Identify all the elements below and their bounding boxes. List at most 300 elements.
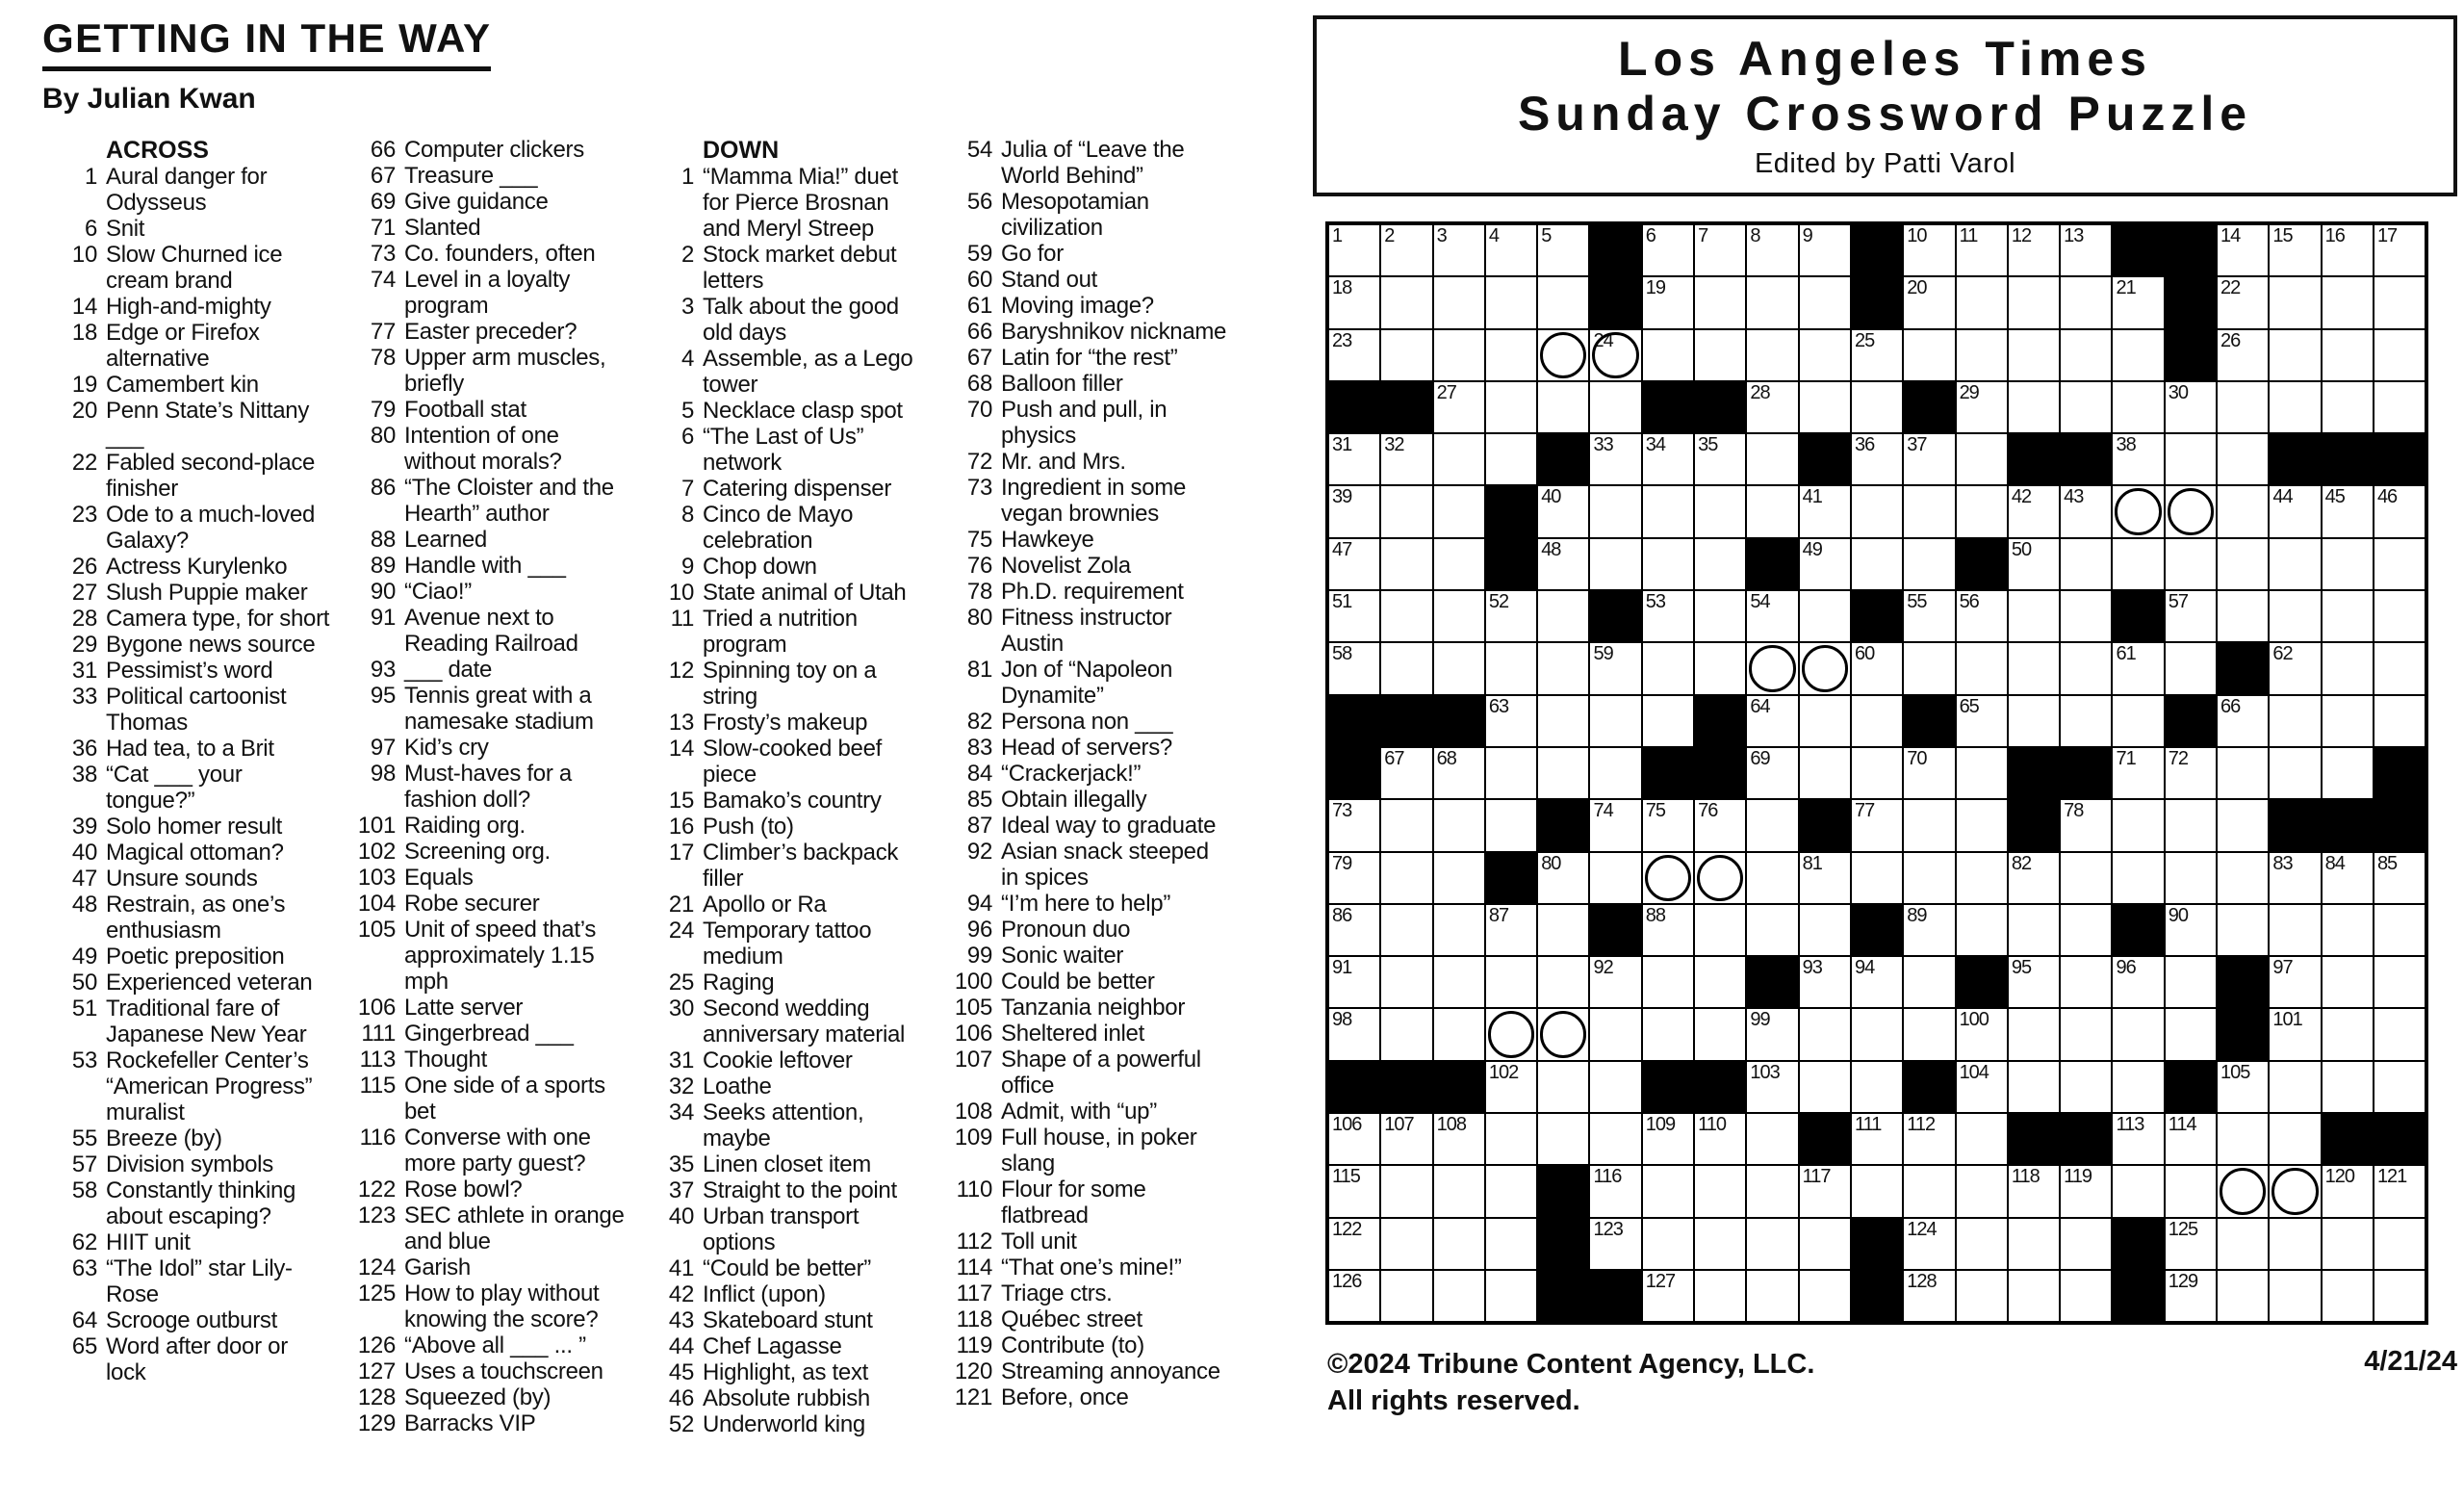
grid-cell [1328, 1008, 1380, 1060]
clue-text: Moving image? [1001, 293, 1154, 319]
cell-number: 66 [2220, 695, 2241, 717]
clue-item [937, 657, 1228, 709]
grid-cell [2165, 1270, 2217, 1322]
cell-number: 48 [1541, 538, 1561, 560]
clue-item [341, 735, 631, 761]
grid-cell [1589, 433, 1641, 485]
grid-cell [1537, 956, 1589, 1008]
clue-item [341, 1125, 631, 1177]
grid-cell [1485, 1165, 1537, 1217]
grid-cell [2322, 1165, 2374, 1217]
cell-number: 4 [1488, 225, 1500, 246]
cell-number: 128 [1907, 1270, 1937, 1292]
cell-number: 69 [1750, 747, 1770, 769]
clue-number: 40 [71, 840, 97, 866]
clue-text: Latin for “the rest” [1001, 345, 1178, 371]
grid-cell [1485, 1061, 1537, 1113]
grid-cell [2060, 1061, 2112, 1113]
grid-cell [2112, 1061, 2164, 1113]
grid-cell [1746, 1061, 1798, 1113]
clue-item [42, 1125, 333, 1151]
grid-cell [2060, 1165, 2112, 1217]
clue-number: 32 [668, 1073, 694, 1099]
grid-cell [1746, 642, 1798, 694]
clue-item [639, 710, 930, 736]
clue-text: Straight to the point [703, 1177, 897, 1203]
clue-number: 109 [954, 1125, 992, 1151]
grid-cell [1328, 642, 1380, 694]
grid-cell [2322, 276, 2374, 328]
cell-number: 80 [1541, 852, 1561, 874]
clue-text: Slow-cooked beef piece [703, 736, 882, 788]
clue-text: Handle with ___ [404, 553, 566, 579]
cell-number: 10 [1907, 225, 1927, 246]
clue-text: Snit [106, 216, 145, 242]
grid-cell [1746, 276, 1798, 328]
clue-number: 123 [357, 1203, 396, 1228]
grid-cell [1380, 642, 1432, 694]
grid-cell [2374, 1165, 2426, 1217]
grid-cell [2374, 642, 2426, 694]
cell-number: 67 [1384, 747, 1404, 769]
clue-number: 51 [71, 996, 97, 1022]
clue-text: Garish [404, 1254, 471, 1280]
clue-text: Upper arm muscles, briefly [404, 345, 606, 397]
clue-item [42, 1307, 333, 1333]
grid-cell [1903, 1270, 1955, 1322]
clue-text: Frosty’s makeup [703, 710, 868, 736]
cell-number: 58 [1332, 643, 1352, 665]
grid-cell [1799, 956, 1851, 1008]
clue-text: Screening org. [404, 839, 551, 865]
clue-item [341, 1073, 631, 1125]
grid-cell [2322, 381, 2374, 433]
clue-number: 19 [71, 372, 97, 398]
grid-cell-black [1851, 276, 1903, 328]
clue-number: 75 [966, 527, 992, 553]
clue-text: “The Last of Us” network [703, 424, 864, 476]
grid-cell [2112, 276, 2164, 328]
clue-text: Cinco de Mayo celebration [703, 502, 854, 554]
grid-cell-black [2112, 1218, 2164, 1270]
cell-number: 6 [1645, 225, 1656, 246]
clue-text: Cookie leftover [703, 1047, 853, 1073]
clue-number: 121 [954, 1384, 992, 1410]
grid-cell [1589, 538, 1641, 590]
clue-item [42, 866, 333, 892]
clue-number: 49 [71, 944, 97, 970]
clue-item [639, 1385, 930, 1411]
clue-text: Julia of “Leave the World Behind” [1001, 137, 1185, 189]
cell-number: 86 [1332, 904, 1352, 926]
cell-number: 39 [1332, 486, 1352, 508]
clue-item [639, 164, 930, 242]
clue-text: Bygone news source [106, 632, 316, 658]
clue-number: 45 [668, 1359, 694, 1385]
clue-number: 105 [357, 917, 396, 943]
clue-item [341, 215, 631, 241]
clue-item [341, 1047, 631, 1073]
clue-text: Had tea, to a Brit [106, 736, 274, 762]
clue-text: Robe securer [404, 891, 540, 917]
clue-item [937, 995, 1228, 1021]
grid-cell [1380, 799, 1432, 851]
grid-cell [1328, 1270, 1380, 1322]
clue-text: Rockefeller Center’s “American Progress” muralist [106, 1047, 313, 1125]
grid-cell [1903, 433, 1955, 485]
clue-text: Uses a touchscreen [404, 1358, 603, 1384]
clue-number: 93 [370, 657, 396, 683]
clue-text: Québec street [1001, 1306, 1142, 1332]
cell-number: 51 [1332, 591, 1352, 613]
clue-number: 40 [668, 1203, 694, 1229]
grid-cell [1537, 381, 1589, 433]
clue-text: Asian snack steeped in spices [1001, 839, 1209, 891]
clue-number: 39 [71, 814, 97, 840]
clue-number: 74 [370, 267, 396, 293]
clue-item [937, 137, 1228, 189]
clue-text: “The Cloister and the Hearth” author [404, 475, 614, 527]
clue-item [639, 892, 930, 918]
grid-cell [1799, 642, 1851, 694]
cell-number: 68 [1436, 747, 1456, 769]
clue-text: “Crackerjack!” [1001, 761, 1142, 787]
clue-item [341, 1021, 631, 1047]
grid-cell [1851, 1113, 1903, 1165]
grid-cell [2217, 695, 2269, 747]
cell-number: 28 [1750, 381, 1770, 403]
clue-text: Obtain illegally [1001, 787, 1147, 813]
grid-cell [1903, 590, 1955, 642]
cell-number: 23 [1332, 329, 1352, 351]
grid-cell-black [2165, 329, 2217, 381]
grid-cell [2269, 1218, 2321, 1270]
cell-number: 72 [2168, 747, 2188, 769]
grid-cell [1380, 1008, 1432, 1060]
grid-cell-black [1485, 852, 1537, 904]
cell-number: 110 [1698, 1114, 1726, 1136]
grid-cell [2269, 329, 2321, 381]
grid-cell [2217, 1218, 2269, 1270]
puzzle-title: GETTING IN THE WAY [42, 15, 491, 71]
grid-cell [1433, 224, 1485, 276]
clue-number: 122 [357, 1177, 396, 1203]
clue-item [937, 917, 1228, 943]
clue-text: Constantly thinking about escaping? [106, 1177, 296, 1229]
grid-cell [2165, 1165, 2217, 1217]
clue-number: 55 [71, 1125, 97, 1151]
clue-number: 22 [71, 450, 97, 476]
cell-number: 78 [2064, 800, 2084, 822]
grid-cell [1485, 329, 1537, 381]
grid-cell [1642, 1165, 1694, 1217]
grid-cell [2112, 642, 2164, 694]
grid-cell [2060, 538, 2112, 590]
cell-number: 90 [2168, 904, 2188, 926]
clue-number: 66 [370, 137, 396, 163]
clue-number: 124 [357, 1254, 396, 1280]
clue-item [937, 605, 1228, 657]
clue-text: Catering dispenser [703, 476, 892, 502]
clue-number: 128 [357, 1384, 396, 1410]
clue-item [937, 735, 1228, 761]
clue-item [937, 761, 1228, 787]
clue-item [639, 346, 930, 398]
clue-item [341, 1358, 631, 1384]
grid-cell [1903, 224, 1955, 276]
clue-item [639, 554, 930, 580]
cell-number: 76 [1698, 800, 1718, 822]
clue-text: Flour for some flatbread [1001, 1177, 1146, 1228]
puzzle-header [42, 15, 1294, 116]
grid-cell [1642, 329, 1694, 381]
clue-text: Equals [404, 865, 474, 891]
grid-cell [1642, 799, 1694, 851]
grid-cell-black [2008, 747, 2060, 799]
clue-text: Mr. and Mrs. [1001, 449, 1126, 475]
grid-cell-black [1851, 224, 1903, 276]
grid-cell [2008, 1270, 2060, 1322]
cell-number: 84 [2324, 852, 2345, 874]
cell-number: 95 [2011, 957, 2032, 979]
grid-cell [1956, 1270, 2008, 1322]
cell-number: 59 [1593, 643, 1613, 665]
clue-text: Mesopotamian civilization [1001, 189, 1149, 241]
grid-cell [1799, 485, 1851, 537]
clue-text: Bamako’s country [703, 788, 882, 814]
cell-number: 109 [1645, 1114, 1676, 1136]
clue-item [42, 398, 333, 450]
grid-cell [1956, 485, 2008, 537]
clue-item [937, 527, 1228, 553]
clue-text: Raging [703, 970, 775, 996]
cell-number: 40 [1541, 486, 1561, 508]
clue-item [937, 371, 1228, 397]
clue-number: 46 [668, 1385, 694, 1411]
grid-cell [1642, 276, 1694, 328]
cell-number: 112 [1907, 1114, 1936, 1136]
grid-cell [1485, 799, 1537, 851]
grid-cell [1903, 747, 1955, 799]
grid-cell [1903, 642, 1955, 694]
clue-item [937, 787, 1228, 813]
clue-number: 58 [71, 1177, 97, 1203]
cell-number: 83 [2272, 852, 2293, 874]
grid-cell [2374, 1061, 2426, 1113]
grid-cell [2060, 1008, 2112, 1060]
grid-cell [2269, 904, 2321, 956]
clue-text: Push and pull, in physics [1001, 397, 1168, 449]
clue-item [42, 762, 333, 814]
clue-number: 14 [668, 736, 694, 762]
clue-item [937, 1177, 1228, 1228]
puzzle-date: 4/21/24 [2364, 1346, 2457, 1377]
clue-item [937, 475, 1228, 527]
clue-item [937, 189, 1228, 241]
grid-cell [2112, 799, 2164, 851]
circle-marker [1488, 1011, 1534, 1057]
grid-cell [2217, 224, 2269, 276]
grid-cell [1851, 433, 1903, 485]
grid-cell [1642, 852, 1694, 904]
clue-text: Tanzania neighbor [1001, 995, 1186, 1021]
cell-number: 18 [1332, 277, 1352, 299]
cell-number: 21 [2116, 277, 2136, 299]
clue-text: Learned [404, 527, 487, 553]
cell-number: 125 [2168, 1218, 2198, 1240]
cell-number: 60 [1854, 643, 1875, 665]
clue-item [42, 606, 333, 632]
clue-number: 76 [966, 553, 992, 579]
grid-cell-black [2165, 695, 2217, 747]
cell-number: 82 [2011, 852, 2032, 874]
grid-cell [1485, 695, 1537, 747]
grid-cell-black [1903, 695, 1955, 747]
clue-text: Streaming annoyance [1001, 1358, 1220, 1384]
cell-number: 99 [1750, 1009, 1770, 1031]
cell-number: 36 [1854, 434, 1875, 456]
clue-text: Rose bowl? [404, 1177, 523, 1203]
grid-cell [1694, 799, 1746, 851]
grid-cell [1642, 1008, 1694, 1060]
clue-item [639, 1333, 930, 1359]
clue-number: 87 [966, 813, 992, 839]
grid-cell [2008, 590, 2060, 642]
grid-cell [1433, 381, 1485, 433]
grid-cell [2008, 695, 2060, 747]
clue-text: Level in a loyalty program [404, 267, 571, 319]
rights-line: All rights reserved. [1327, 1385, 1580, 1416]
clue-number: 14 [71, 294, 97, 320]
clue-number: 80 [966, 605, 992, 631]
clue-item [937, 1254, 1228, 1280]
clue-text: “That one’s mine!” [1001, 1254, 1182, 1280]
grid-cell [2374, 904, 2426, 956]
cell-number: 87 [1488, 904, 1509, 926]
grid-cell [1746, 695, 1798, 747]
grid-cell-black [1589, 1270, 1641, 1322]
clue-item [341, 605, 631, 657]
clue-item [341, 1203, 631, 1254]
clue-text: Slow Churned ice cream brand [106, 242, 283, 294]
cell-number: 56 [1959, 591, 1979, 613]
grid-cell [1537, 695, 1589, 747]
cell-number: 100 [1959, 1009, 1989, 1031]
cell-number: 103 [1750, 1061, 1780, 1083]
circle-marker [2220, 1168, 2266, 1214]
grid-cell [1694, 1218, 1746, 1270]
cell-number: 71 [2116, 747, 2136, 769]
cell-number: 25 [1854, 329, 1875, 351]
grid-cell-black [1589, 590, 1641, 642]
clue-item [42, 1333, 333, 1385]
grid-cell [1485, 590, 1537, 642]
grid-cell [1380, 1165, 1432, 1217]
clue-text: Treasure ___ [404, 163, 538, 189]
cell-number: 38 [2116, 434, 2136, 456]
grid-cell [1433, 1270, 1485, 1322]
clue-item [937, 839, 1228, 891]
grid-cell [2269, 1165, 2321, 1217]
grid-cell-black [2322, 433, 2374, 485]
clue-text: Easter preceder? [404, 319, 578, 345]
clue-item [937, 1306, 1228, 1332]
clue-text: Slush Puppie maker [106, 580, 308, 606]
grid-cell [1485, 433, 1537, 485]
grid-cell-black [1642, 1061, 1694, 1113]
cell-number: 127 [1645, 1270, 1676, 1292]
grid-cell [2374, 329, 2426, 381]
grid-cell [2165, 799, 2217, 851]
grid-cell-black [2217, 1008, 2269, 1060]
grid-cell [2008, 904, 2060, 956]
grid-cell [1799, 276, 1851, 328]
clue-number: 119 [956, 1332, 992, 1358]
grid-cell [1694, 276, 1746, 328]
clue-item [341, 319, 631, 345]
grid-cell [2322, 538, 2374, 590]
grid-cell [1799, 590, 1851, 642]
clue-text: Restrain, as one’s enthusiasm [106, 892, 286, 944]
grid-cell [1642, 642, 1694, 694]
clue-text: Triage ctrs. [1001, 1280, 1113, 1306]
grid-cell [2217, 538, 2269, 590]
clue-text: State animal of Utah [703, 580, 907, 606]
clue-number: 78 [370, 345, 396, 371]
cell-number: 70 [1907, 747, 1927, 769]
grid-cell [2374, 538, 2426, 590]
cell-number: 3 [1436, 225, 1447, 246]
grid-cell [2374, 1008, 2426, 1060]
grid-cell-black [2008, 799, 2060, 851]
grid-cell [1433, 1165, 1485, 1217]
grid-cell [2165, 956, 2217, 1008]
grid-cell [2008, 381, 2060, 433]
clue-number: 92 [966, 839, 992, 865]
clue-number: 56 [966, 189, 992, 215]
clue-text: One side of a sports bet [404, 1073, 605, 1125]
grid-cell [1851, 1061, 1903, 1113]
grid-cell [2060, 590, 2112, 642]
grid-cell-black [1537, 1270, 1589, 1322]
clue-item [42, 996, 333, 1047]
grid-cell-black [2322, 1113, 2374, 1165]
grid-cell [1433, 433, 1485, 485]
grid-cell [1485, 1113, 1537, 1165]
clue-item [937, 1125, 1228, 1177]
grid-cell [1433, 904, 1485, 956]
clue-item [639, 736, 930, 788]
clue-text: Raiding org. [404, 813, 526, 839]
clue-number: 35 [668, 1151, 694, 1177]
grid-cell [1799, 1008, 1851, 1060]
grid-cell [1746, 799, 1798, 851]
grid-cell [2217, 381, 2269, 433]
grid-cell [2374, 1218, 2426, 1270]
grid-cell [2008, 538, 2060, 590]
clue-number: 10 [71, 242, 97, 268]
grid-cell [1642, 956, 1694, 1008]
clue-item [42, 450, 333, 502]
cell-number: 126 [1332, 1270, 1362, 1292]
clue-number: 47 [71, 866, 97, 892]
clue-item [639, 1073, 930, 1099]
clue-number: 15 [668, 788, 694, 814]
grid-cell [2322, 956, 2374, 1008]
clue-item [42, 554, 333, 580]
circle-marker [2115, 488, 2161, 534]
grid-cell [1433, 852, 1485, 904]
